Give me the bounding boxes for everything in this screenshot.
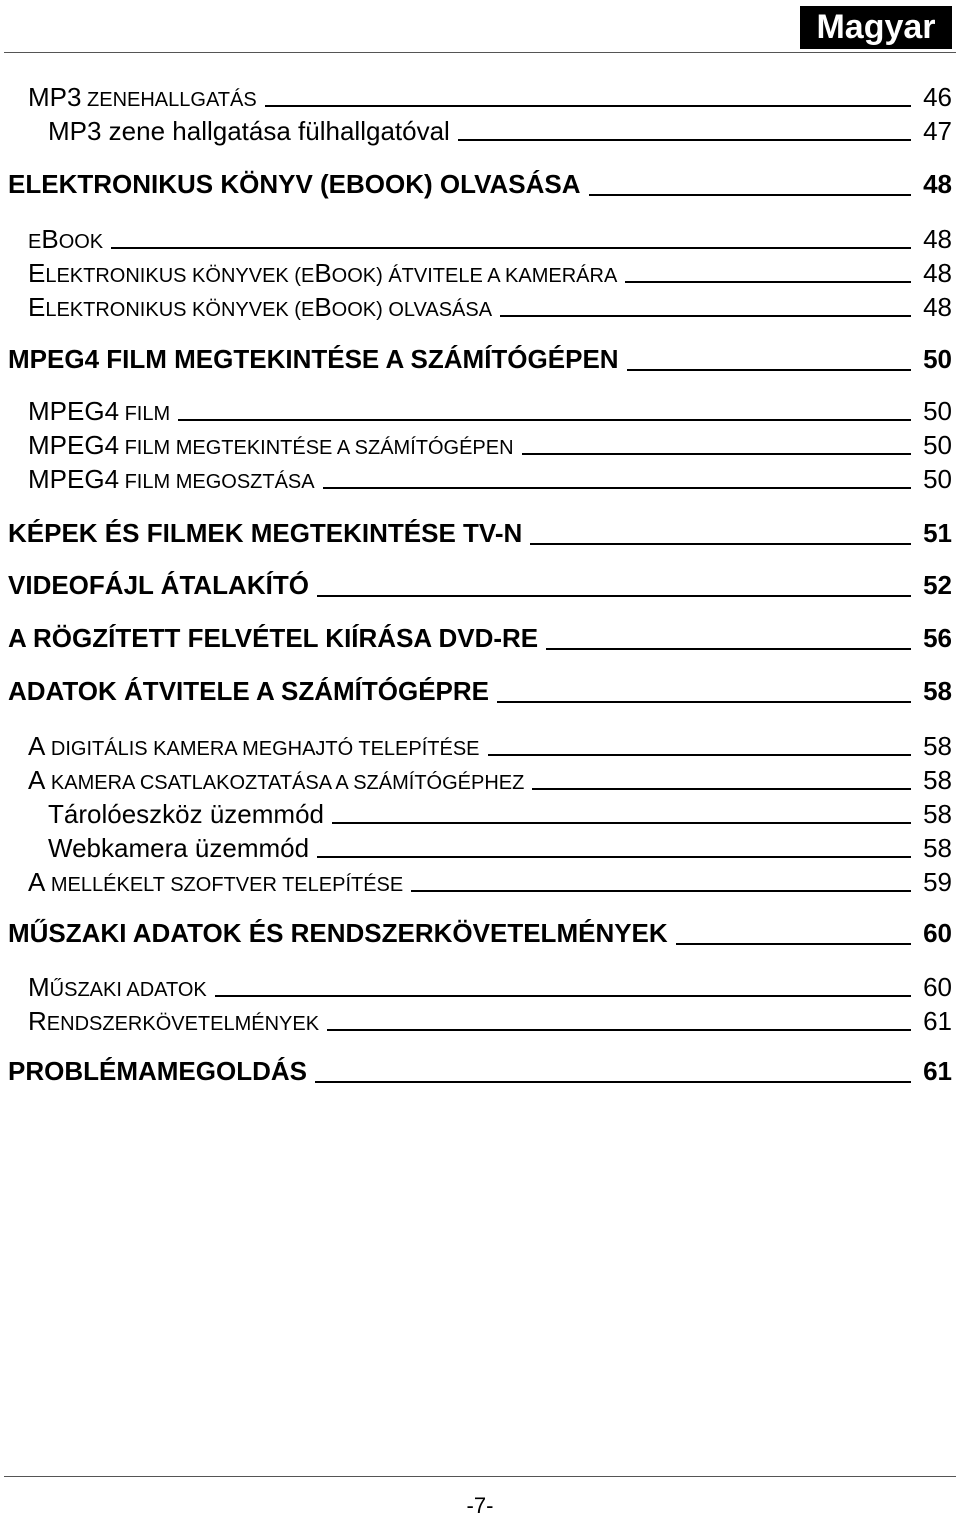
toc-entry-title bbox=[48, 799, 324, 830]
toc-entry-title bbox=[28, 867, 403, 898]
toc-title-part: OOK) ÁTVITELE A KAMERÁRA bbox=[331, 265, 618, 287]
toc-leader-line bbox=[265, 105, 911, 107]
toc-page-number: 50 bbox=[923, 344, 952, 374]
toc-entry-title bbox=[28, 396, 170, 427]
toc-entry[interactable] bbox=[0, 224, 952, 254]
toc-leader-line bbox=[323, 487, 911, 489]
toc-title-part: OOK) OLVASÁSA bbox=[331, 299, 493, 321]
toc-page-number: 61 bbox=[923, 1006, 952, 1036]
toc-entry-title bbox=[8, 623, 538, 654]
toc-entry[interactable] bbox=[0, 344, 952, 376]
toc-entry[interactable] bbox=[0, 918, 952, 950]
toc-title-part: A bbox=[28, 765, 46, 795]
toc-entry-title bbox=[28, 1006, 319, 1037]
toc-page-number: 52 bbox=[923, 570, 952, 600]
toc-entry-title bbox=[28, 82, 257, 113]
toc-entry-title bbox=[28, 972, 207, 1003]
toc-title-part: PROBLÉMAMEGOLDÁS bbox=[8, 1056, 307, 1086]
toc-title-part: B bbox=[41, 224, 59, 254]
toc-title-part: ZENEHALLGATÁS bbox=[81, 89, 257, 111]
toc-page-number: 51 bbox=[923, 518, 952, 548]
toc-title-part: LEKTRONIKUS KÖNYVEK (E bbox=[45, 299, 315, 321]
toc-entry-title bbox=[28, 464, 315, 495]
toc-entry-title bbox=[48, 116, 450, 147]
toc-entry-title bbox=[8, 676, 489, 707]
toc-title-part: E bbox=[28, 292, 46, 322]
toc-page-number: 58 bbox=[923, 676, 952, 706]
toc-title-part: ENDSZERKÖVETELMÉNYEK bbox=[46, 1013, 320, 1035]
toc-page-number: 48 bbox=[923, 258, 952, 288]
toc-title-part: R bbox=[28, 1006, 47, 1036]
toc-page-number: 50 bbox=[923, 396, 952, 426]
toc-title-part: FILM MEGOSZTÁSA bbox=[119, 471, 315, 493]
toc-title-part: VIDEOFÁJL ÁTALAKÍTÓ bbox=[8, 570, 309, 600]
toc-leader-line bbox=[327, 1029, 911, 1031]
toc-page-number: 60 bbox=[923, 918, 952, 948]
toc-entry[interactable] bbox=[0, 731, 952, 761]
toc-leader-line bbox=[458, 139, 911, 141]
toc-entry[interactable] bbox=[0, 464, 952, 494]
toc-title-part: A bbox=[28, 867, 46, 897]
toc-entry-title bbox=[8, 518, 522, 549]
toc-title-part: MPEG4 bbox=[28, 430, 120, 460]
toc-title-part: E bbox=[28, 231, 42, 253]
page-number: -7- bbox=[466, 1493, 494, 1518]
toc-leader-line bbox=[530, 543, 911, 545]
toc-title-part: LEKTRONIKUS KÖNYVEK (E bbox=[45, 265, 315, 287]
toc-title-part: FILM bbox=[119, 403, 171, 425]
toc-entry-title bbox=[28, 292, 492, 323]
toc-entry[interactable] bbox=[0, 169, 952, 201]
toc-title-part: FILM MEGTEKINTÉSE A SZÁMÍTÓGÉPEN bbox=[119, 437, 514, 459]
toc-title-part: DIGITÁLIS KAMERA MEGHAJTÓ TELEPÍTÉSE bbox=[45, 738, 480, 760]
toc-entry[interactable] bbox=[0, 430, 952, 460]
toc-title-part: MP3 bbox=[28, 82, 82, 112]
toc-leader-line bbox=[332, 822, 911, 824]
toc-title-part: MŰSZAKI ADATOK ÉS RENDSZERKÖVETELMÉNYEK bbox=[8, 918, 668, 948]
toc-entry-title bbox=[28, 224, 103, 255]
toc-page-number: 48 bbox=[923, 292, 952, 322]
toc-leader-line bbox=[315, 1081, 911, 1083]
toc-entry[interactable] bbox=[0, 1006, 952, 1036]
toc-entry-title bbox=[28, 258, 617, 289]
toc-title-part: ADATOK ÁTVITELE A SZÁMÍTÓGÉPRE bbox=[8, 676, 490, 706]
toc-leader-line bbox=[500, 315, 911, 317]
toc-leader-line bbox=[589, 194, 912, 196]
toc-entry-title bbox=[8, 169, 581, 200]
toc-page-number: 56 bbox=[923, 623, 952, 653]
toc-page-number: 50 bbox=[923, 464, 952, 494]
toc-entry[interactable] bbox=[0, 1056, 952, 1088]
toc-leader-line bbox=[178, 419, 911, 421]
toc-title-part: Tárolóeszköz üzemmód bbox=[48, 799, 324, 829]
toc-leader-line bbox=[625, 281, 911, 283]
toc-title-part: MPEG4 bbox=[28, 464, 120, 494]
toc-page-number: 58 bbox=[923, 765, 952, 795]
toc-leader-line bbox=[676, 943, 911, 945]
toc-entry[interactable] bbox=[0, 799, 952, 829]
toc-leader-line bbox=[497, 701, 911, 703]
toc-leader-line bbox=[522, 453, 912, 455]
toc-entry[interactable] bbox=[0, 292, 952, 322]
toc-entry[interactable] bbox=[0, 623, 952, 655]
toc-page-number: 58 bbox=[923, 799, 952, 829]
toc-leader-line bbox=[317, 595, 911, 597]
toc-page-number: 48 bbox=[923, 169, 952, 199]
toc-entry-title bbox=[8, 344, 619, 375]
toc-entry-title bbox=[48, 833, 309, 864]
toc-page-number: 48 bbox=[923, 224, 952, 254]
toc-entry[interactable] bbox=[0, 833, 952, 863]
toc-title-part: A bbox=[28, 731, 46, 761]
toc-leader-line bbox=[627, 369, 912, 371]
toc-title-part: MPEG4 bbox=[28, 396, 120, 426]
toc-leader-line bbox=[488, 754, 912, 756]
toc-entry[interactable] bbox=[0, 765, 952, 795]
toc-entry-title bbox=[28, 765, 524, 796]
toc-leader-line bbox=[532, 788, 911, 790]
toc-title-part: B bbox=[314, 258, 332, 288]
toc-entry[interactable] bbox=[0, 518, 952, 550]
toc-page-number: 50 bbox=[923, 430, 952, 460]
toc-title-part: E bbox=[28, 258, 46, 288]
toc-entry[interactable] bbox=[0, 570, 952, 602]
toc-page-number: 58 bbox=[923, 833, 952, 863]
toc-entry[interactable] bbox=[0, 258, 952, 288]
toc-page-number: 46 bbox=[923, 82, 952, 112]
toc-leader-line bbox=[111, 247, 911, 249]
toc-entry[interactable] bbox=[0, 676, 952, 708]
footer-divider bbox=[4, 1476, 956, 1477]
toc-title-part: M bbox=[28, 972, 50, 1002]
toc-leader-line bbox=[411, 890, 911, 892]
toc-title-part: ELEKTRONIKUS KÖNYV (EBOOK) OLVASÁSA bbox=[8, 169, 581, 199]
toc-title-part: Webkamera üzemmód bbox=[48, 833, 310, 863]
toc-page-number: 61 bbox=[923, 1056, 952, 1086]
toc-page-number: 47 bbox=[923, 116, 952, 146]
toc-entry[interactable] bbox=[0, 396, 952, 426]
toc-page-number: 60 bbox=[923, 972, 952, 1002]
toc-title-part: KÉPEK ÉS FILMEK MEGTEKINTÉSE TV-N bbox=[8, 518, 523, 548]
toc-title-part: B bbox=[314, 292, 332, 322]
language-tab: Magyar bbox=[800, 6, 952, 49]
toc-title-part: MP3 zene hallgatása fülhallgatóval bbox=[48, 116, 450, 146]
toc-title-part: OOK bbox=[58, 231, 104, 253]
toc-entry[interactable] bbox=[0, 116, 952, 146]
toc-title-part: MELLÉKELT SZOFTVER TELEPÍTÉSE bbox=[45, 874, 404, 896]
toc-title-part: A RÖGZÍTETT FELVÉTEL KIÍRÁSA DVD-RE bbox=[8, 623, 539, 653]
toc-page-number: 59 bbox=[923, 867, 952, 897]
toc-entry[interactable] bbox=[0, 82, 952, 112]
toc-title-part: KAMERA CSATLAKOZTATÁSA A SZÁMÍTÓGÉPHEZ bbox=[45, 772, 525, 794]
toc-leader-line bbox=[215, 995, 911, 997]
toc-title-part: MPEG4 FILM MEGTEKINTÉSE A SZÁMÍTÓGÉPEN bbox=[8, 344, 619, 374]
toc-leader-line bbox=[317, 856, 911, 858]
toc-entry-title bbox=[8, 918, 668, 949]
header-divider bbox=[4, 52, 956, 53]
toc-entry-title bbox=[8, 1056, 307, 1087]
toc-entry-title bbox=[28, 430, 514, 461]
toc-entry-title bbox=[28, 731, 480, 762]
toc-title-part: ŰSZAKI ADATOK bbox=[49, 979, 207, 1001]
toc-entry-title bbox=[8, 570, 309, 601]
toc-leader-line bbox=[546, 648, 911, 650]
toc-entry[interactable] bbox=[0, 867, 952, 897]
toc-entry[interactable] bbox=[0, 972, 952, 1002]
toc-page-number: 58 bbox=[923, 731, 952, 761]
